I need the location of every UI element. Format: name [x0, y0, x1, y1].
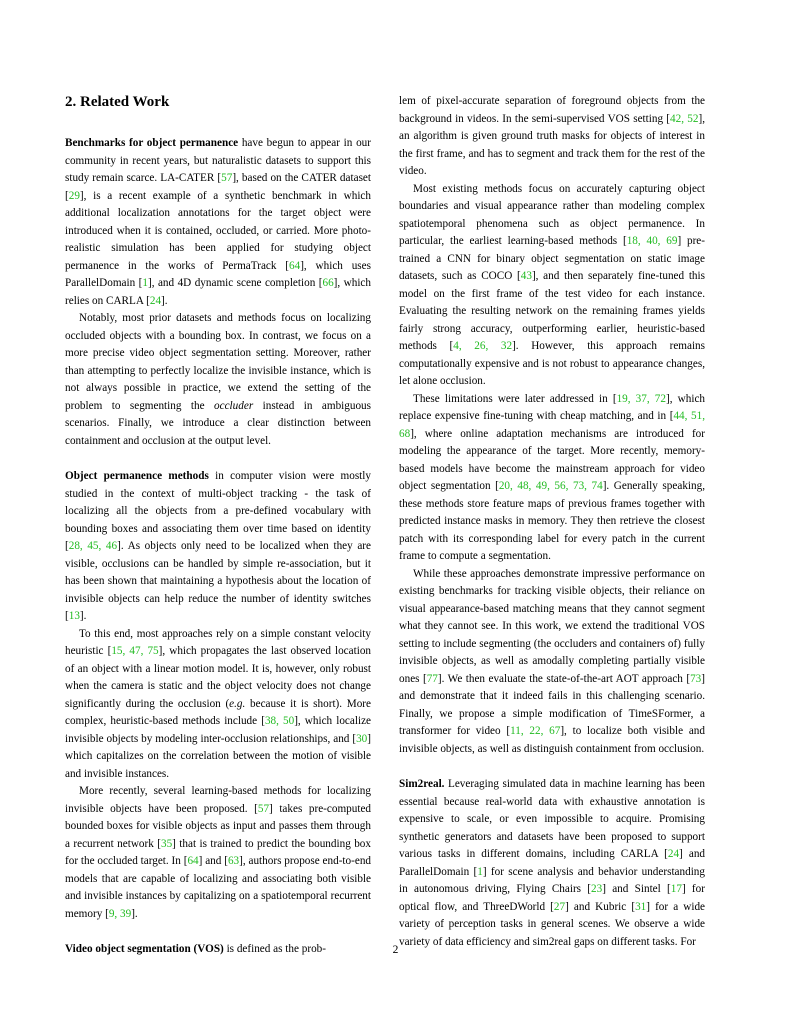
citation-link[interactable]: 35 — [160, 837, 173, 850]
citation-link[interactable]: 64 — [289, 259, 301, 272]
paragraph-velocity-heuristic: To this end, most approaches rely on a simple constant velocity heuristic [15, 47, 75], which propagates the last observed location of an object with a linear motion model. It is, however, only robust when the camera is static and the object velocity does not change significantly during the occlusion (e.g. because it is short). More complex, heuristic-based methods include [38, 50], which localize invisible objects by modeling inter-occlusion relationships, and [30] which capitalizes on the correlation between the motion of visible and invisible instances. — [65, 627, 372, 780]
citation-link[interactable]: 66 — [322, 277, 334, 289]
citation-link[interactable]: 11, 22, 67 — [510, 725, 561, 737]
emphasis-eg: e.g. — [229, 697, 246, 710]
page-number: 2 — [392, 944, 399, 956]
paragraph-limitations: These limitations were later addressed in [19, 37, 72], which replace expensive fine-tuning with cheap matching, and in [44, 51, 68], where online adaptation mechanisms are introduced for modeling the appearance of the target. More recently, memory-based models have become the mainstream approach for video object segmentation [20, 48, 49, 56, 73, 74]. Generally speaking, these methods store feature maps of previous frames together with predicted instance masks in memory. They then retrieve the closest patch with its corresponding label for every patch in the current frame to compute a segmentation. — [399, 392, 706, 562]
paragraph-impressive-performance: While these approaches demonstrate impressive performance on existing benchmarks for tracking visible objects, their reliance on visual appearance-based matching means that they cannot segment what they cannot see. In this work, we extend the traditional VOS setting to include segmenting (the occluders and containers of) fully invisible objects, as well as amodally completing partially visible ones [77]. We then evaluate the state-of-the-art AOT approach [73] and demonstrate that it indeed fails in this challenging scenario. Finally, we propose a simple modification of TimeSFormer, a transformer for video [11, 22, 67], to localize both visible and invisible objects, as well as distinguish containment from occlusion. — [399, 567, 705, 755]
paragraph-vos-continued: lem of pixel-accurate separation of foreground objects from the background in videos. In the semi-supervised VOS setting [42, 52], an algorithm is given ground truth masks for objects of interest in the first frame, and has to segment and track them for the rest of the video. — [399, 95, 705, 177]
citation-link[interactable]: 1 — [142, 277, 148, 289]
citation-link[interactable]: 19, 37, 72 — [616, 392, 666, 405]
paragraph-lead: Video object segmentation (VOS) — [65, 943, 224, 955]
citation-link[interactable]: 44, 51, 68 — [399, 410, 705, 440]
paragraph-lead: Sim2real. — [399, 778, 445, 790]
citation-link[interactable]: 57 — [221, 172, 233, 184]
citation-link[interactable]: 17 — [670, 883, 682, 895]
paragraph-vos-start: Video object segmentation (VOS) is defined as the prob- — [65, 943, 326, 955]
citation-link[interactable]: 57 — [257, 802, 270, 815]
paragraph-sim2real: Sim2real. Leveraging simulated data in machine learning has been essential because real-world data with exhaustive annotation is expensive to scale, or even impossible to acquire. Promising synthetic generators and datasets have been proposed to support various tasks in different domains, including CARLA [24] and ParallelDomain [1] for scene analysis and behavior understanding in autonomous driving, Flying Chairs [23] and Sintel [17] for optical flow, and ThreeDWorld [27] and Kubric [31] for a wide variety of perception tasks in general scenes. We observe a wide variety of data efficiency and sim2real gaps on different tasks. For — [399, 778, 706, 948]
paragraph-notably: Notably, most prior datasets and methods focus on localizing occluded objects with a bounding box. In contrast, we focus on a more precise video object segmentation setting. Moreover, rather than attempting to perfectly localize the invisible instance, which is not always possible in practice, we extend the setting of the problem to segmenting the occluder instead in ambiguous scenarios. Finally, we introduce a clear distinction between containment and occlusion at the output level. — [65, 312, 372, 447]
section-title: 2. Related Work — [65, 94, 170, 110]
citation-link[interactable]: 24 — [149, 294, 162, 307]
emphasis-occluder: occluder — [214, 399, 254, 412]
citation-link[interactable]: 73 — [690, 672, 702, 685]
citation-link[interactable]: 9, 39 — [108, 907, 132, 920]
citation-link[interactable]: 24 — [667, 848, 680, 860]
citation-link[interactable]: 18, 40, 69 — [626, 235, 678, 247]
citation-link[interactable]: 77 — [426, 672, 438, 685]
citation-link[interactable]: 4, 26, 32 — [453, 340, 513, 352]
paragraph-lead: Object permanence methods — [65, 470, 209, 482]
citation-link[interactable]: 43 — [520, 270, 532, 282]
citation-link[interactable]: 31 — [635, 900, 647, 913]
citation-link[interactable]: 27 — [553, 900, 566, 913]
citation-link[interactable]: 38, 50 — [264, 715, 295, 727]
paragraph-object-permanence-methods: Object permanence methods in computer vision were mostly studied in the context of multi-object tracking - the task of localizing all the objects from a pre-defined vocabulary with bounding boxes and associating them over time based on identity [28, 45, 46]. As objects only need to be localized when they are visible, occlusions can be handled by simple re-association, but it has been shown that maintaining a hypothesis about the location of invisible objects can help reduce the number of identity switches [13]. — [65, 470, 371, 622]
left-column — [65, 93, 371, 959]
citation-link[interactable]: 63 — [227, 855, 240, 867]
citation-link[interactable]: 15, 47, 75 — [111, 645, 159, 657]
paragraph-learning-based: More recently, several learning-based methods for localizing invisible objects have been proposed. [57] takes pre-computed bounded boxes for visible objects as input and passes them through a recurrent network [35] that is trained to predict the bounding box for the occluded target. In [64] and [63], authors propose end-to-end models that are capable of localizing and associating both visible and invisible instances by capitalizing on a spatiotemporal recurrent memory [9, 39]. — [65, 785, 372, 920]
citation-link[interactable]: 42, 52 — [670, 112, 699, 125]
paragraph-lead: Benchmarks for object permanence — [65, 137, 239, 149]
citation-link[interactable]: 28, 45, 46 — [68, 540, 118, 552]
paragraph-benchmarks: Benchmarks for object permanence have begun to appear in our community in recent years, but naturalistic datasets to support this study remain scarce. LA-CATER [57], based on the CATER dataset [29], is a recent example of a synthetic benchmark in which additional localization annotations for the target object were introduced when it is contained, occluded, or carried. More photo-realistic simulation has been applied for studying object permanence in the works of PermaTrack [64], which uses ParallelDomain [1], and 4D dynamic scene completion [66], which relies on CARLA [24]. — [65, 137, 371, 307]
citation-link[interactable]: 30 — [356, 732, 368, 745]
right-column — [399, 93, 705, 951]
citation-link[interactable]: 13 — [68, 610, 80, 622]
citation-link[interactable]: 29 — [68, 189, 80, 202]
citation-link[interactable]: 64 — [187, 855, 199, 867]
citation-link[interactable]: 1 — [477, 865, 483, 878]
citation-link[interactable]: 23 — [591, 883, 603, 895]
citation-link[interactable]: 20, 48, 49, 56, 73, 74 — [498, 480, 603, 492]
paragraph-existing-methods: Most existing methods focus on accurately capturing object boundaries and visual appearance rather than modeling complex spatiotemporal phenomena such as object permanence. In particular, the earliest learning-based methods [18, 40, 69] pre-trained a CNN for binary object segmentation on static image datasets, such as COCO [43], and then separately fine-tuned this model on the first frame of the test video for each instance. Evaluating the resulting network on the remaining frames yields fairly strong accuracy, outperforming earlier, heuristic-based methods [4, 26, 32]. However, this approach remains computationally expensive and is not robust to appearance changes, let alone occlusion. — [399, 182, 706, 387]
